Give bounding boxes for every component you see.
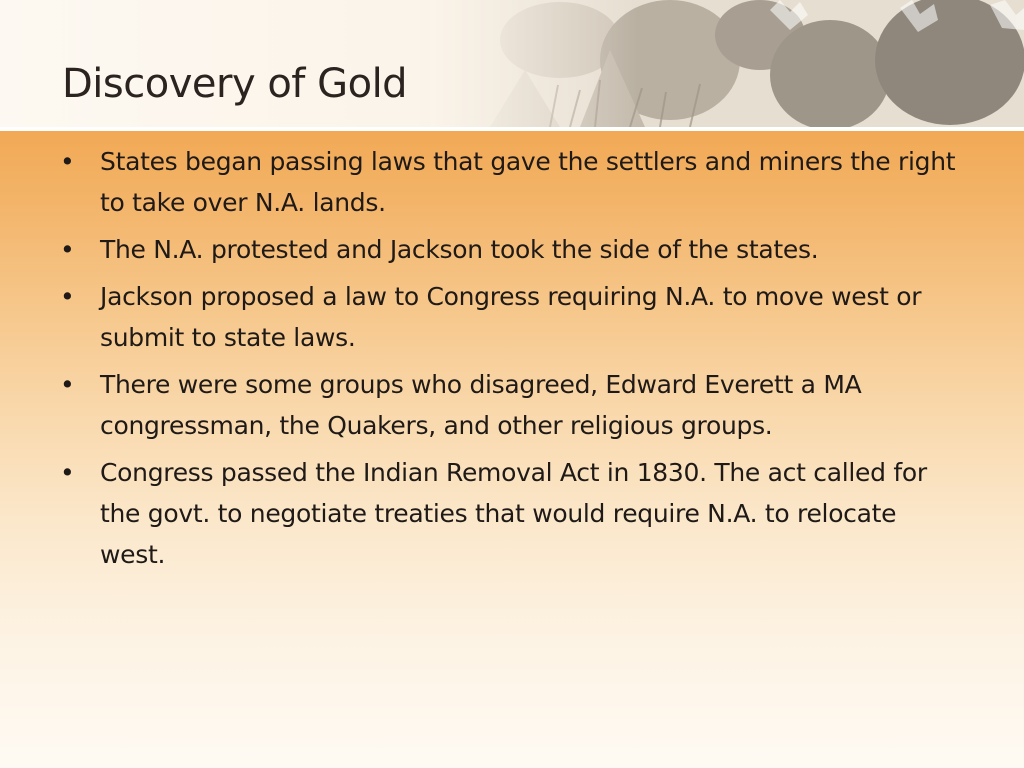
bullet-icon: •	[60, 147, 75, 176]
title-header-band	[0, 0, 1024, 127]
bullet-item	[60, 276, 960, 358]
bullet-icon: •	[60, 370, 75, 399]
bullet-icon: •	[60, 235, 75, 264]
bullet-icon: •	[60, 282, 75, 311]
slide-title: Discovery of Gold	[62, 61, 408, 107]
bullet-icon: •	[60, 458, 75, 487]
bullet-text: Congress passed the Indian Removal Act in 1830. The act called for the govt. to negotiate treaties that would require N.A. to relocate west.	[100, 458, 927, 569]
header-collage-image	[430, 0, 1024, 127]
bullet-item	[60, 452, 960, 575]
bullet-item	[60, 364, 960, 446]
bullet-text: States began passing laws that gave the settlers and miners the right to take over N.A. lands.	[100, 147, 956, 217]
bullet-list	[60, 141, 960, 581]
bullet-text: The N.A. protested and Jackson took the side of the states.	[100, 235, 819, 264]
bullet-item	[60, 229, 960, 270]
bullet-item	[60, 141, 960, 223]
bullet-text: Jackson proposed a law to Congress requiring N.A. to move west or submit to state laws.	[100, 282, 922, 352]
bullet-text: There were some groups who disagreed, Edward Everett a MA congressman, the Quakers, and other religious groups.	[100, 370, 862, 440]
